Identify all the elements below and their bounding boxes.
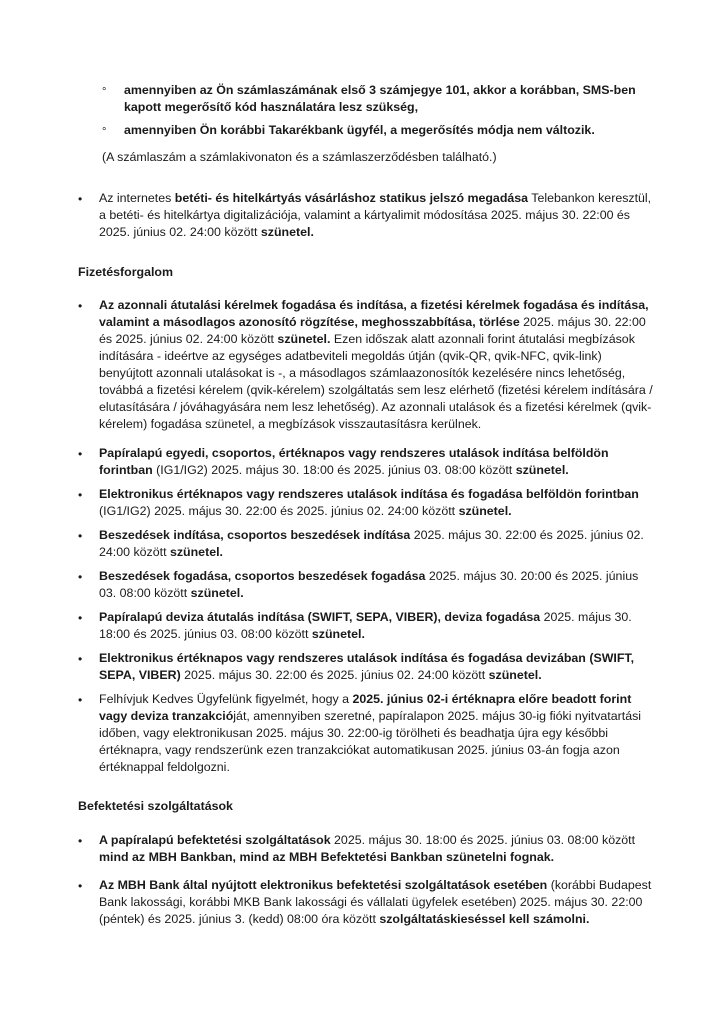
- item-bold-text: szünetel.: [260, 225, 314, 239]
- item-text: Az internetes: [99, 191, 175, 205]
- item-bold-text: Elektronikus értéknapos vagy rendszeres utalások indítása és fogadása devizában (SWIFT, SEPA, VIBER): [99, 651, 635, 682]
- item-bold-text: Papíralapú egyedi, csoportos, értéknapos vagy rendszeres utalások indítása belföldön forintban: [99, 446, 609, 477]
- item-bold-text: szünetel.: [515, 463, 569, 477]
- item-bold-text: Beszedések fogadása, csoportos beszedések fogadása: [99, 569, 426, 583]
- item-text: (IG1/IG2) 2025. május 30. 22:00 és 2025. június 02. 24:00 között: [99, 504, 459, 518]
- item-bold-text: Papíralapú deviza átutalás indítása (SWIFT, SEPA, VIBER), deviza fogadása: [99, 610, 541, 624]
- payments-item-2: [99, 445, 655, 479]
- account-number-note: (A számlaszám a számlakivonaton és a számlaszerződésben található.): [102, 150, 497, 164]
- investment-item-1: [99, 832, 655, 866]
- investment-item-2: [99, 877, 655, 928]
- sub-list-item-2: amennyiben Ön korábbi Takarékbank ügyfél, a megerősítés módja nem változik.: [124, 123, 595, 137]
- item-bold-text: Beszedések indítása, csoportos beszedések indítása: [99, 528, 411, 542]
- item-text: 2025. május 30. 22:00 és 2025. június 02. 24:00 között: [99, 528, 644, 559]
- item-text: Telebankon keresztül, a betéti- és hitelkártya digitalizációja, valamint a kártyalimit módosítása 2025. május 30. 22:00 és 2025. június 02. 24:00 között: [99, 191, 652, 239]
- item-bold-text: szünetel.: [488, 668, 542, 682]
- item-bold-text: Az azonnali átutalási kérelmek fogadása és indítása, a fizetési kérelmek fogadása és indítása, valamint a másodlagos azonosító rögzítése, meghosszabbítása, törlése: [99, 298, 649, 329]
- sub-list-bullet: °: [102, 126, 107, 138]
- list-bullet: •: [78, 529, 83, 543]
- list-bullet: •: [78, 299, 83, 313]
- item-bold-text: szolgáltatáskieséssel kell számolni.: [379, 912, 590, 926]
- list-bullet: •: [78, 488, 83, 502]
- payments-item-3: [99, 486, 655, 520]
- list-bullet: •: [78, 192, 83, 206]
- item-text: Ezen időszak alatt azonnali forint átutalási megbízások indítására - ideértve az egységes adatbeviteli megoldás útján (qvik-QR, qvik-NFC, qvik-link) benyújtott azonnali utalásokat is -, a másodlagos számlaazonosítók kezelésére nincs lehetőség, továbbá a fizetési kérelem (qvik-kérelem) szolgáltatás sem lesz elérhető (fizetési kérelem indítására / elutasítására / jóváhagyására nem lesz lehetőség). Az azonnali utalások és a fizetési kérelmek (qvik-kérelem) fogadása szünetel, a megbízások visszautasításra kerülnek.: [99, 332, 653, 431]
- payments-item-7: [99, 650, 655, 684]
- payments-item-8: [99, 691, 655, 776]
- item-bold-text: szünetel.: [458, 504, 512, 518]
- payments-item-6: [99, 609, 655, 643]
- payments-item-1: [99, 297, 655, 433]
- list-bullet: •: [78, 693, 83, 707]
- item-text: 2025. május 30. 18:00 és 2025. június 03. 08:00 között: [330, 833, 636, 847]
- list-bullet: •: [78, 570, 83, 584]
- list-bullet: •: [78, 611, 83, 625]
- card-statik-password-item: [99, 190, 655, 241]
- item-bold-text: mind az MBH Bankban, mind az MBH Befektetési Bankban szünetelni fognak.: [99, 850, 555, 864]
- item-bold-text: szünetel.: [190, 586, 244, 600]
- item-bold-text: 2025. június 02-i értéknapra előre beadott forint vagy deviza tranzakció: [99, 692, 632, 723]
- item-text: ját, amennyiben szeretné, papíralapon 2025. május 30-ig fióki nyitvatartási időben, vagy elektronikusan 2025. május 30. 22:00-ig törölheti és beadhatja újra egy későbbi értéknapra, vagy rendszerünk ezen tranzakciókat automatikusan 2025. június 03-án fogja azon értéknappal feldolgozni.: [99, 709, 642, 774]
- item-bold-text: Az MBH Bank által nyújtott elektronikus befektetési szolgáltatások esetében: [99, 878, 548, 892]
- payments-item-4: [99, 527, 655, 561]
- list-bullet: •: [78, 879, 83, 893]
- list-bullet: •: [78, 652, 83, 666]
- item-bold-text: szünetel.: [277, 332, 331, 346]
- section-heading-payments: Fizetésforgalom: [78, 265, 174, 279]
- item-text: 2025. május 30. 22:00 és 2025. június 02. 24:00 között: [99, 315, 646, 346]
- sub-list-bullet: °: [102, 86, 107, 98]
- list-bullet: •: [78, 447, 83, 461]
- item-bold-text: Elektronikus értéknapos vagy rendszeres utalások indítása és fogadása belföldön forintban: [99, 487, 639, 501]
- item-text: Felhívjuk Kedves Ügyfelünk figyelmét, hogy a: [99, 692, 353, 706]
- item-bold-text: A papíralapú befektetési szolgáltatások: [99, 833, 331, 847]
- item-text: 2025. május 30. 18:00 és 2025. június 03. 08:00 között: [99, 610, 632, 641]
- item-text: (korábbi Budapest Bank lakossági, korábbi MKB Bank lakossági és vállalati ügyfelek esetében) 2025. május 30. 22:00 (péntek) és 2025. június 3. (kedd) 08:00 óra között: [99, 878, 652, 926]
- item-text: 2025. május 30. 22:00 és 2025. június 02. 24:00 között: [180, 668, 489, 682]
- item-bold-text: szünetel.: [311, 627, 365, 641]
- sub-list-item-1: amennyiben az Ön számlaszámának első 3 számjegye 101, akkor a korábban, SMS-ben kapott megerősítő kód használatára lesz szükség,: [124, 83, 636, 114]
- list-bullet: •: [78, 834, 83, 848]
- section-heading-investment: Befektetési szolgáltatások: [78, 799, 233, 813]
- item-bold-text: szünetel.: [169, 545, 223, 559]
- item-text: 2025. május 30. 20:00 és 2025. június 03. 08:00 között: [99, 569, 639, 600]
- item-bold-text: betéti- és hitelkártyás vásárláshoz statikus jelszó megadása: [174, 191, 529, 205]
- item-text: (IG1/IG2) 2025. május 30. 18:00 és 2025. június 03. 08:00 között: [152, 463, 516, 477]
- payments-item-5: [99, 568, 655, 602]
